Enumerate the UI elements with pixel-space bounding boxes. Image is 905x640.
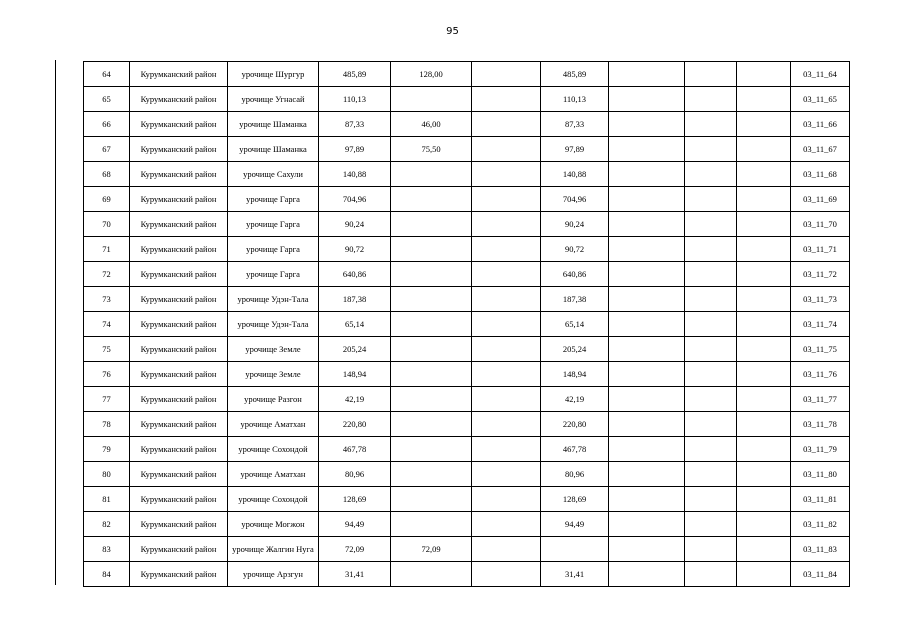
area-col6-cell [685, 62, 737, 87]
locality-cell: урочище Сохондой [228, 487, 319, 512]
district-cell: Курумканский район [130, 312, 228, 337]
code-cell: 03_11_71 [791, 237, 850, 262]
district-cell: Курумканский район [130, 137, 228, 162]
table-row [84, 562, 850, 587]
table-row [84, 537, 850, 562]
area-col5-cell [609, 412, 685, 437]
area-total-cell: 640,86 [319, 262, 391, 287]
area-col5-cell [609, 487, 685, 512]
table-row [84, 137, 850, 162]
area-col6-cell [685, 462, 737, 487]
table-row [84, 262, 850, 287]
area-col6-cell [685, 187, 737, 212]
table-row [84, 237, 850, 262]
row-number-cell: 65 [84, 87, 130, 112]
area-total-cell: 128,69 [319, 487, 391, 512]
area-col7-cell [737, 262, 791, 287]
code-cell: 03_11_82 [791, 512, 850, 537]
area-total-cell: 31,41 [319, 562, 391, 587]
area-total-cell: 220,80 [319, 412, 391, 437]
code-cell: 03_11_72 [791, 262, 850, 287]
area-col5-cell [609, 62, 685, 87]
area-col4-cell: 220,80 [541, 412, 609, 437]
area-col7-cell [737, 562, 791, 587]
area-col7-cell [737, 287, 791, 312]
code-cell: 03_11_68 [791, 162, 850, 187]
row-number-cell: 79 [84, 437, 130, 462]
area-col6-cell [685, 262, 737, 287]
district-cell: Курумканский район [130, 337, 228, 362]
area-col7-cell [737, 212, 791, 237]
district-cell: Курумканский район [130, 237, 228, 262]
area-col5-cell [609, 287, 685, 312]
area-col6-cell [685, 562, 737, 587]
area-col4-cell: 148,94 [541, 362, 609, 387]
code-cell: 03_11_70 [791, 212, 850, 237]
area-col6-cell [685, 487, 737, 512]
area-total-cell: 42,19 [319, 387, 391, 412]
district-cell: Курумканский район [130, 287, 228, 312]
left-margin-line [55, 60, 56, 585]
area-total-cell: 97,89 [319, 137, 391, 162]
area-col6-cell [685, 337, 737, 362]
area-col4-cell: 87,33 [541, 112, 609, 137]
area-col6-cell [685, 512, 737, 537]
area-col5-cell [609, 237, 685, 262]
area-col2-cell: 46,00 [391, 112, 472, 137]
area-col2-cell [391, 387, 472, 412]
area-col6-cell [685, 212, 737, 237]
area-col4-cell: 485,89 [541, 62, 609, 87]
district-cell: Курумканский район [130, 537, 228, 562]
table-row [84, 162, 850, 187]
row-number-cell: 67 [84, 137, 130, 162]
row-number-cell: 68 [84, 162, 130, 187]
row-number-cell: 73 [84, 287, 130, 312]
row-number-cell: 71 [84, 237, 130, 262]
row-number-cell: 66 [84, 112, 130, 137]
table-row [84, 287, 850, 312]
area-col7-cell [737, 337, 791, 362]
table-row [84, 512, 850, 537]
area-col7-cell [737, 487, 791, 512]
area-col2-cell: 75,50 [391, 137, 472, 162]
area-col2-cell [391, 262, 472, 287]
area-col2-cell [391, 562, 472, 587]
area-col7-cell [737, 237, 791, 262]
code-cell: 03_11_73 [791, 287, 850, 312]
code-cell: 03_11_83 [791, 537, 850, 562]
area-col4-cell: 140,88 [541, 162, 609, 187]
area-col5-cell [609, 562, 685, 587]
area-total-cell: 148,94 [319, 362, 391, 387]
area-col6-cell [685, 112, 737, 137]
area-col2-cell [391, 412, 472, 437]
area-col6-cell [685, 87, 737, 112]
area-col6-cell [685, 237, 737, 262]
code-cell: 03_11_78 [791, 412, 850, 437]
district-cell: Курумканский район [130, 62, 228, 87]
area-total-cell: 90,72 [319, 237, 391, 262]
district-cell: Курумканский район [130, 512, 228, 537]
area-col7-cell [737, 362, 791, 387]
code-cell: 03_11_75 [791, 337, 850, 362]
area-col3-cell [472, 537, 541, 562]
locality-cell: урочище Могжон [228, 512, 319, 537]
data-table [83, 61, 850, 587]
area-col3-cell [472, 387, 541, 412]
area-col2-cell [391, 87, 472, 112]
district-cell: Курумканский район [130, 162, 228, 187]
area-col5-cell [609, 112, 685, 137]
code-cell: 03_11_69 [791, 187, 850, 212]
code-cell: 03_11_77 [791, 387, 850, 412]
area-col5-cell [609, 337, 685, 362]
locality-cell: урочище Земле [228, 337, 319, 362]
area-col6-cell [685, 162, 737, 187]
area-col3-cell [472, 137, 541, 162]
area-col5-cell [609, 437, 685, 462]
area-col5-cell [609, 137, 685, 162]
area-col4-cell: 704,96 [541, 187, 609, 212]
area-col3-cell [472, 437, 541, 462]
area-col4-cell: 31,41 [541, 562, 609, 587]
area-col6-cell [685, 412, 737, 437]
area-total-cell: 485,89 [319, 62, 391, 87]
area-col7-cell [737, 62, 791, 87]
area-total-cell: 72,09 [319, 537, 391, 562]
area-col3-cell [472, 462, 541, 487]
area-total-cell: 467,78 [319, 437, 391, 462]
area-col4-cell: 42,19 [541, 387, 609, 412]
area-col5-cell [609, 462, 685, 487]
table-row [84, 212, 850, 237]
area-col3-cell [472, 412, 541, 437]
code-cell: 03_11_67 [791, 137, 850, 162]
area-col4-cell [541, 537, 609, 562]
area-col2-cell: 72,09 [391, 537, 472, 562]
area-col6-cell [685, 537, 737, 562]
locality-cell: урочище Удэн-Тала [228, 312, 319, 337]
area-col4-cell: 94,49 [541, 512, 609, 537]
area-col3-cell [472, 312, 541, 337]
locality-cell: урочище Сохондой [228, 437, 319, 462]
area-col3-cell [472, 262, 541, 287]
area-total-cell: 87,33 [319, 112, 391, 137]
area-col4-cell: 110,13 [541, 87, 609, 112]
locality-cell: урочище Земле [228, 362, 319, 387]
row-number-cell: 70 [84, 212, 130, 237]
row-number-cell: 78 [84, 412, 130, 437]
code-cell: 03_11_64 [791, 62, 850, 87]
area-col3-cell [472, 187, 541, 212]
row-number-cell: 80 [84, 462, 130, 487]
area-col7-cell [737, 312, 791, 337]
code-cell: 03_11_66 [791, 112, 850, 137]
locality-cell: урочище Гарга [228, 262, 319, 287]
locality-cell: урочище Арзгун [228, 562, 319, 587]
area-col5-cell [609, 262, 685, 287]
table-row [84, 387, 850, 412]
locality-cell: урочище Сахули [228, 162, 319, 187]
area-col6-cell [685, 287, 737, 312]
district-cell: Курумканский район [130, 437, 228, 462]
locality-cell: урочище Шаманка [228, 137, 319, 162]
district-cell: Курумканский район [130, 362, 228, 387]
row-number-cell: 69 [84, 187, 130, 212]
area-total-cell: 65,14 [319, 312, 391, 337]
locality-cell: урочище Гарга [228, 212, 319, 237]
area-col2-cell [391, 187, 472, 212]
area-col4-cell: 187,38 [541, 287, 609, 312]
code-cell: 03_11_80 [791, 462, 850, 487]
locality-cell: урочище Аматхан [228, 412, 319, 437]
area-col5-cell [609, 212, 685, 237]
area-col3-cell [472, 562, 541, 587]
area-total-cell: 187,38 [319, 287, 391, 312]
area-col6-cell [685, 437, 737, 462]
area-col7-cell [737, 462, 791, 487]
code-cell: 03_11_79 [791, 437, 850, 462]
table-row [84, 112, 850, 137]
area-col2-cell: 128,00 [391, 62, 472, 87]
locality-cell: урочище Гарга [228, 187, 319, 212]
row-number-cell: 81 [84, 487, 130, 512]
table-row [84, 487, 850, 512]
code-cell: 03_11_74 [791, 312, 850, 337]
area-col3-cell [472, 287, 541, 312]
area-col3-cell [472, 362, 541, 387]
area-col4-cell: 97,89 [541, 137, 609, 162]
area-col6-cell [685, 387, 737, 412]
area-col4-cell: 90,72 [541, 237, 609, 262]
area-col3-cell [472, 212, 541, 237]
area-col5-cell [609, 312, 685, 337]
code-cell: 03_11_76 [791, 362, 850, 387]
table-row [84, 412, 850, 437]
code-cell: 03_11_84 [791, 562, 850, 587]
area-col5-cell [609, 512, 685, 537]
area-col2-cell [391, 487, 472, 512]
code-cell: 03_11_65 [791, 87, 850, 112]
row-number-cell: 75 [84, 337, 130, 362]
table-row [84, 337, 850, 362]
area-total-cell: 110,13 [319, 87, 391, 112]
area-col2-cell [391, 362, 472, 387]
area-col2-cell [391, 162, 472, 187]
area-col2-cell [391, 212, 472, 237]
area-col2-cell [391, 462, 472, 487]
district-cell: Курумканский район [130, 187, 228, 212]
area-col4-cell: 467,78 [541, 437, 609, 462]
row-number-cell: 74 [84, 312, 130, 337]
district-cell: Курумканский район [130, 212, 228, 237]
area-col4-cell: 205,24 [541, 337, 609, 362]
page-number: 95 [446, 26, 459, 37]
area-col7-cell [737, 412, 791, 437]
table-row [84, 312, 850, 337]
area-col4-cell: 640,86 [541, 262, 609, 287]
district-cell: Курумканский район [130, 487, 228, 512]
row-number-cell: 84 [84, 562, 130, 587]
area-col2-cell [391, 312, 472, 337]
locality-cell: урочище Гарга [228, 237, 319, 262]
district-cell: Курумканский район [130, 387, 228, 412]
district-cell: Курумканский район [130, 87, 228, 112]
row-number-cell: 72 [84, 262, 130, 287]
table-row [84, 62, 850, 87]
row-number-cell: 83 [84, 537, 130, 562]
area-col7-cell [737, 87, 791, 112]
area-col2-cell [391, 437, 472, 462]
district-cell: Курумканский район [130, 462, 228, 487]
row-number-cell: 82 [84, 512, 130, 537]
table-row [84, 87, 850, 112]
area-col3-cell [472, 162, 541, 187]
district-cell: Курумканский район [130, 262, 228, 287]
area-col3-cell [472, 337, 541, 362]
locality-cell: урочище Шаманка [228, 112, 319, 137]
area-col7-cell [737, 387, 791, 412]
code-cell: 03_11_81 [791, 487, 850, 512]
area-col3-cell [472, 87, 541, 112]
area-col4-cell: 65,14 [541, 312, 609, 337]
area-col7-cell [737, 512, 791, 537]
district-cell: Курумканский район [130, 112, 228, 137]
area-col7-cell [737, 537, 791, 562]
area-col7-cell [737, 112, 791, 137]
area-col3-cell [472, 112, 541, 137]
area-col5-cell [609, 537, 685, 562]
area-total-cell: 80,96 [319, 462, 391, 487]
locality-cell: урочище Удэн-Тала [228, 287, 319, 312]
table-body [84, 62, 850, 587]
area-col3-cell [472, 487, 541, 512]
locality-cell: урочище Аматхан [228, 462, 319, 487]
table-row [84, 437, 850, 462]
area-col2-cell [391, 237, 472, 262]
table-row [84, 462, 850, 487]
area-col7-cell [737, 437, 791, 462]
area-col5-cell [609, 162, 685, 187]
area-total-cell: 704,96 [319, 187, 391, 212]
district-cell: Курумканский район [130, 412, 228, 437]
row-number-cell: 64 [84, 62, 130, 87]
area-total-cell: 205,24 [319, 337, 391, 362]
area-col5-cell [609, 362, 685, 387]
area-col4-cell: 90,24 [541, 212, 609, 237]
area-col3-cell [472, 237, 541, 262]
area-col3-cell [472, 62, 541, 87]
district-cell: Курумканский район [130, 562, 228, 587]
row-number-cell: 77 [84, 387, 130, 412]
area-col4-cell: 128,69 [541, 487, 609, 512]
area-col2-cell [391, 287, 472, 312]
table-row [84, 362, 850, 387]
area-col7-cell [737, 162, 791, 187]
area-col5-cell [609, 187, 685, 212]
locality-cell: урочище Угнасай [228, 87, 319, 112]
area-col6-cell [685, 137, 737, 162]
area-col6-cell [685, 312, 737, 337]
locality-cell: урочище Разгон [228, 387, 319, 412]
row-number-cell: 76 [84, 362, 130, 387]
area-total-cell: 140,88 [319, 162, 391, 187]
area-col2-cell [391, 337, 472, 362]
area-col3-cell [472, 512, 541, 537]
area-total-cell: 94,49 [319, 512, 391, 537]
area-col7-cell [737, 137, 791, 162]
area-col2-cell [391, 512, 472, 537]
area-total-cell: 90,24 [319, 212, 391, 237]
locality-cell: урочище Жалгин Нуга [228, 537, 319, 562]
area-col4-cell: 80,96 [541, 462, 609, 487]
area-col5-cell [609, 387, 685, 412]
area-col6-cell [685, 362, 737, 387]
table-row [84, 187, 850, 212]
area-col5-cell [609, 87, 685, 112]
locality-cell: урочище Шургур [228, 62, 319, 87]
area-col7-cell [737, 187, 791, 212]
